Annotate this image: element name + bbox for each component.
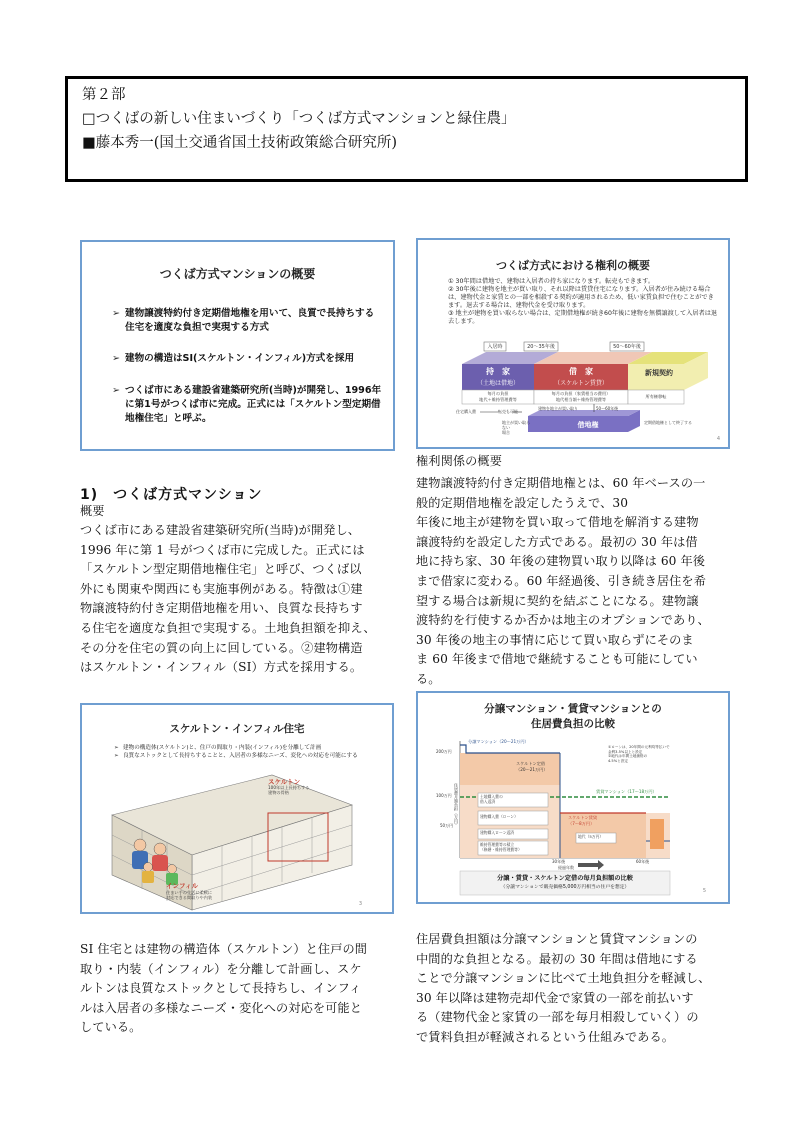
- slide-title: つくば方式マンションの概要: [159, 267, 316, 281]
- cost-box: 建物購入費（ローン）: [480, 814, 518, 819]
- text-line: 望する場合は新規に契約を結ぶことになる。建物譲: [416, 593, 699, 608]
- arrow-bullet-icon: ➢: [112, 308, 121, 319]
- transfer-note: 転売も可能: [498, 409, 518, 414]
- arrow-bullet-icon: ➢: [112, 385, 121, 396]
- y-tick: 100万円: [436, 793, 452, 798]
- bullet-text: つくば市にある建設省建築研究所(当時)が開発し、1996年に第1号がつくば市に完成。正式には「スケルトン型定期借地権住宅」と呼ぶ。: [125, 385, 382, 424]
- rights-caption: 権利関係の概要: [416, 454, 503, 468]
- bullet-item: [112, 352, 382, 366]
- text-line: 「スケルトン型定期借地権住宅」と呼び、つくば以: [80, 562, 362, 577]
- tag-label: 50～60年後: [613, 344, 641, 350]
- text-line: している。: [80, 1020, 142, 1035]
- rights-item: ③ 地主が建物を買い取らない場合は、定期借地権が続き60年後に建物を無償譲渡して入居者は退去します。: [448, 310, 718, 325]
- new-contract-label: 新規契約: [645, 369, 673, 377]
- y-tick: 200万円: [436, 749, 452, 754]
- rent-sub: （スケルトン賃貸）: [554, 380, 608, 387]
- section-sub: 概要: [80, 504, 105, 518]
- text-line: はスケルトン・インフィル（SI）方式を採用する。: [80, 660, 363, 675]
- bullet-text: 建物の構造はSI(スケルトン・インフィル)方式を採用: [125, 353, 355, 364]
- bunjo-line: [460, 745, 560, 753]
- free-transfer-note: 定期借地権として終了する: [644, 420, 692, 425]
- bunjo-label: 分譲マンション（20～21万円）: [468, 739, 529, 744]
- skeleton-label: スケルトン: [268, 778, 301, 786]
- bullet-item: [112, 384, 382, 426]
- skeleton-rent-label: スケルトン賃貸 （7～8万円）: [568, 815, 598, 826]
- text-line: ことで分譲マンションに比べて土地負担分を軽減し、: [416, 971, 711, 986]
- cost-paragraph: [416, 930, 736, 1048]
- bullet-text: 良質なストックとして長持ちすることと、入居者の多様なニーズ、変化への対応を可能にする: [123, 753, 358, 759]
- building-illustration: [82, 705, 392, 912]
- slide-title: 分譲マンション・賃貸マンションとの: [484, 703, 662, 715]
- right-sale: 住宅購入費: [456, 409, 476, 414]
- tag-label: 入居時: [487, 344, 503, 350]
- slide-overview: [80, 240, 395, 451]
- page-title: □つくばの新しい住まいづくり「つくば方式マンションと緑住農」: [82, 111, 516, 127]
- rent-note: 毎月の負担（家賃相当の費用） 地代相当額＋維持管理費等: [551, 391, 611, 402]
- arrow-bullet-icon: ➢: [114, 745, 119, 751]
- owned-note: 毎月の負担 地代＋維持管理費等: [479, 391, 517, 402]
- shoyu-note: 所有権移転: [645, 394, 667, 399]
- slide-title: スケルトン・インフィル住宅: [169, 723, 305, 735]
- text-line: つくば市にある建設省建築研究所(当時)が開発し、: [80, 523, 361, 537]
- text-line: 物譲渡特約付き定期借地権を用い、良質な長持ちす: [80, 601, 363, 616]
- leasehold-label: 借地権: [577, 421, 599, 429]
- chart-footer-note: （分譲マンションで販売価格5,000万円相当の住戸を想定）: [500, 885, 630, 890]
- part-label: 第２部: [82, 87, 126, 103]
- tag-label: 20～35年後: [527, 344, 555, 350]
- cost-box: 維持管理費等の積立 （修繕・維持管理費等）: [480, 842, 522, 852]
- slide-si-housing: [80, 703, 394, 914]
- text-line: 住居費負担額は分譲マンションと賃貸マンションの: [416, 932, 698, 946]
- rights-paragraph: [416, 474, 736, 690]
- text-line: 譲渡特約を設定した方式である。最初の 30 年は借: [416, 534, 698, 549]
- text-line: 般的定期借地権を設定したうえで、30: [416, 495, 629, 510]
- arrow-bullet-icon: ➢: [114, 753, 119, 759]
- bullet-text: 建物の構造体(スケルトン)と、住戸の間取り・内装(インフィル)を分離して計画: [123, 745, 322, 751]
- section-heading: 1) つくば方式マンション: [80, 487, 263, 503]
- cost-box: 土地購入費の 借入返済: [480, 794, 503, 804]
- y-tick: 50万円: [440, 823, 454, 828]
- bottom-note: 地主が買い取らない 場合: [502, 420, 530, 435]
- text-line: ルは入居者の多様なニーズ・変化への対応を可能と: [80, 1000, 363, 1015]
- text-line: SI 住宅とは建物の構造体（スケルトン）と住戸の間: [80, 942, 368, 956]
- rights-item: ① 30年間は借地で、建物は入居者の持ち家になります。転売もできます。: [448, 278, 655, 285]
- x-label: 30年後: [552, 859, 566, 864]
- owned-label: 持 家: [486, 367, 510, 376]
- cost-box: 建物購入ローン返済: [480, 830, 515, 835]
- text-line: 建物譲渡特約付き定期借地権とは、60 年ベースの一: [416, 476, 706, 490]
- chintai-label: 賃貸マンション（17～18万円）: [596, 789, 657, 794]
- chart-footer: 分譲・賃貸・スケルトン定借の毎月負担額の比較: [497, 875, 633, 882]
- text-line: 取り・内装（インフィル）を分離して計画し、スケ: [80, 961, 362, 976]
- rent-label: 借 家: [569, 367, 593, 376]
- skeleton-note: 100年以上長持ちする 建物の骨格: [268, 785, 310, 796]
- purchase-note: 建物を地主が買い取り: [538, 406, 578, 411]
- text-line: 渡特約を行使するか否かは地主のオプションであり、: [416, 613, 710, 628]
- text-line: 外にも関東や関西にも実施事例がある。特徴は①建: [80, 581, 363, 596]
- slide-title: 住居費負担の比較: [531, 718, 615, 730]
- y-axis-label: 住居費月額負担（万円）: [454, 783, 459, 827]
- text-line: で賃料負担が軽減されるという仕組みである。: [416, 1029, 675, 1044]
- cost-box: 地代（5万円）: [578, 834, 604, 839]
- author-line: ■藤本秀一(国土交通省国土技術政策総合研究所): [82, 135, 398, 151]
- period-note: 50～60年後: [596, 406, 619, 411]
- si-paragraph: [80, 940, 396, 1038]
- text-line: ま 60 年後まで借地で継続することも可能にしてい: [416, 652, 698, 667]
- text-line: る。: [416, 671, 441, 686]
- x-axis-label: 経過年数: [558, 865, 574, 870]
- infill-label: インフィル: [166, 882, 198, 890]
- slide-title: つくば方式における権利の概要: [496, 259, 650, 272]
- slide-cost-comparison: [416, 691, 730, 904]
- text-line: 中間的な負担となる。最初の 30 年間は借地にする: [416, 951, 698, 966]
- text-line: 年後に地主が建物を買い取って借地を解消する建物: [416, 515, 699, 530]
- text-line: その分を住宅の質の向上に回している。②建物構造: [80, 640, 363, 655]
- owned-sub: （土地は借地）: [476, 380, 519, 387]
- chart-note: ①ローンは、20年間の元利均等払いで 金利3.5%以上と設定 ②地代は年間土地価格の 4.5%と設定: [608, 745, 670, 763]
- bullet-text: 建物譲渡特約付き定期借地権を用いて、良質で長持ちする住宅を適度な負担で実現する方式: [125, 308, 375, 333]
- text-line: ルトンは良質なストックとして長持ちし、インフィ: [80, 981, 362, 996]
- text-line: まで借家に変わる。60 年経過後、引き続き居住を希: [416, 573, 707, 588]
- bullet-item: [112, 307, 382, 335]
- text-line: 地に持ち家、30 年後の建物買い取り以降は 60 年後: [416, 554, 706, 569]
- slide-rights: [416, 238, 730, 449]
- rights-diagram: [418, 240, 728, 447]
- slide-page-number: 4: [716, 436, 720, 442]
- slide-page-number: 3: [358, 901, 362, 907]
- rights-item: ② 30年後に建物を地主が買い取り、それ以降は賃貸住宅になります。入居者が住み続ける場合は、建物代金と家賃との一部を相殺する契約が適用されるため、低い家賃負担で住むことができます。退去する場合は、建物代金を受け取ります。: [448, 286, 714, 309]
- text-line: る住宅を適度な負担で実現する。土地負担額を抑え、: [80, 620, 376, 635]
- x-label: 60年後: [636, 859, 650, 864]
- text-line: る（建物代金と家賃の一部を毎月相殺していく）の: [416, 1010, 699, 1025]
- skeleton-owned-label: スケルトン定借 （20～21万円）: [516, 761, 548, 772]
- text-line: 30 年後の地主の事情に応じて買い取らずにそのま: [416, 632, 694, 647]
- arrow-bullet-icon: ➢: [112, 353, 121, 364]
- text-line: 1996 年に第 1 号がつくば市に完成した。正式には: [80, 542, 365, 557]
- header-box: [65, 76, 748, 182]
- infill-note: 住まい手の生活に柔軟に 対応できる間取りや内装: [166, 890, 213, 901]
- slide-page-number: 5: [702, 888, 706, 894]
- overview-paragraph: [80, 521, 396, 678]
- text-line: 30 年以降は建物売却代金で家賃の一部を前払いす: [416, 990, 694, 1005]
